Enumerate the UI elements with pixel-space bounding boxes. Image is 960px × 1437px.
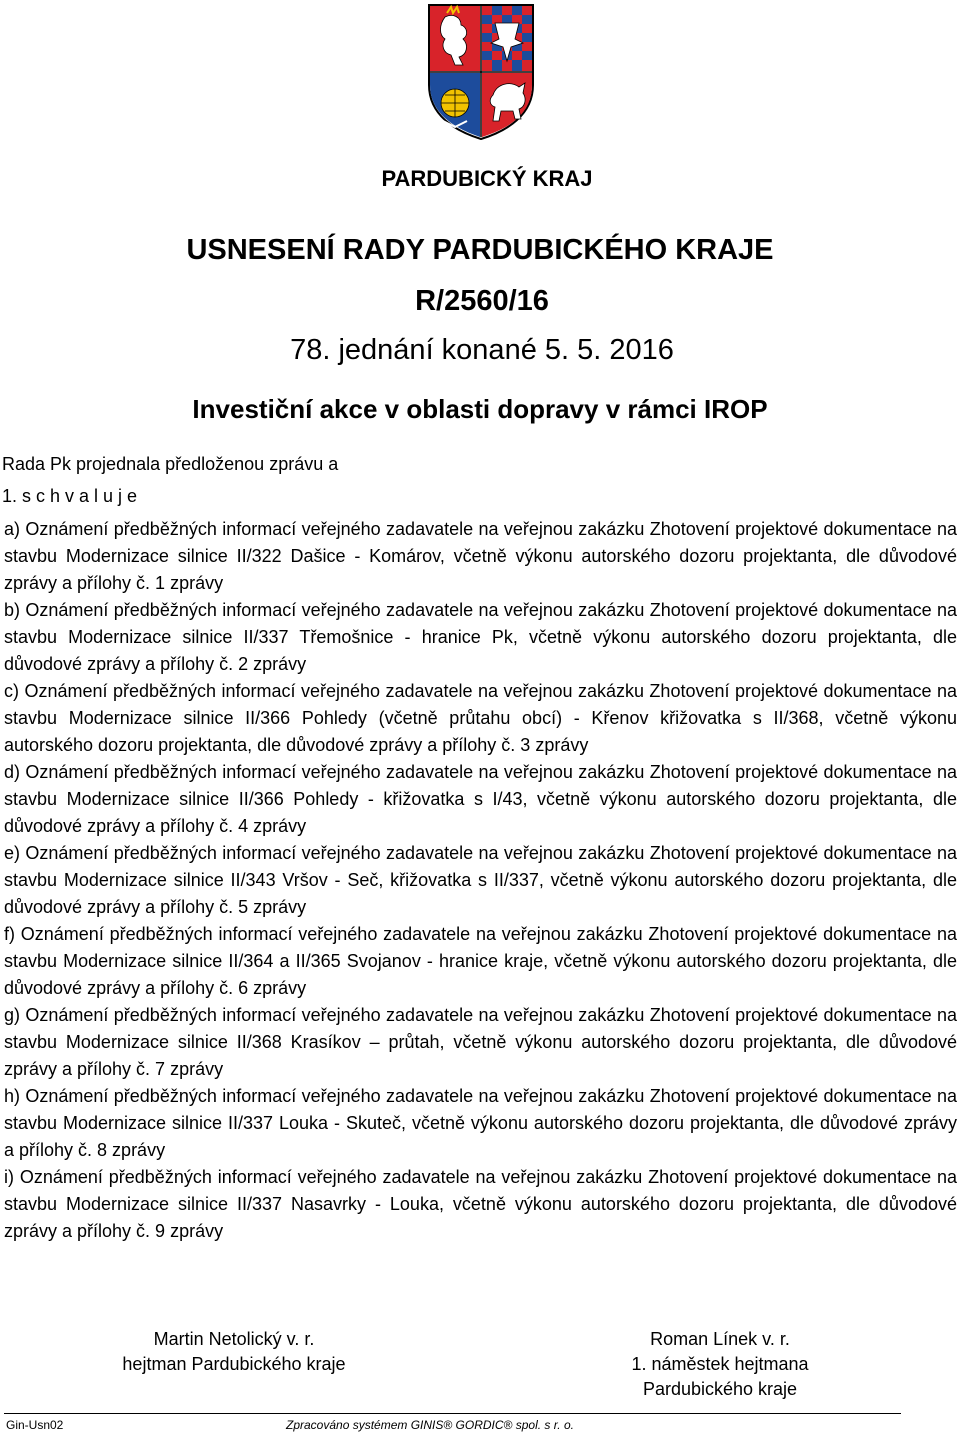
signature-left-name: Martin Netolický v. r. [153,1329,315,1349]
signature-left [84,1327,384,1377]
resolution-number: R/2560/16 [415,285,549,317]
intro-text: Rada Pk projednala předloženou zprávu a [2,454,339,474]
approved-item-a: a) Oznámení předběžných informací veřejného zadavatele na veřejnou zakázku Zhotovení projektové dokumentace na stavbu Modernizace silnice II/322 Dašice - Komárov, včetně výkonu autorského dozoru projektanta, dle důvodové zprávy a přílohy č. 1 zprávy [4,519,957,593]
approved-item-f: f) Oznámení předběžných informací veřejného zadavatele na veřejnou zakázku Zhotovení projektové dokumentace na stavbu Modernizace silnice II/364 a II/365 Svojanov - hranice kraje, včetně výkonu autorského dozoru projektanta, dle důvodové zprávy a přílohy č. 6 zprávy [4,924,957,998]
footer-code: Gin-Usn02 [6,1418,64,1432]
footer-system: Zpracováno systémem GINIS® GORDIC® spol. s r. o. [286,1418,574,1432]
approved-item-c: c) Oznámení předběžných informací veřejného zadavatele na veřejnou zakázku Zhotovení projektové dokumentace na stavbu Modernizace silnice II/366 Pohledy (včetně průtahu obcí) - Křenov křižovatka s II/368, včetně výkonu autorského dozoru projektanta, dle důvodové zprávy a přílohy č. 3 zprávy [4,681,957,755]
signature-right [590,1327,850,1402]
approved-item-d: d) Oznámení předběžných informací veřejného zadavatele na veřejnou zakázku Zhotovení projektové dokumentace na stavbu Modernizace silnice II/366 Pohledy - křižovatka s I/43, včetně výkonu autorského dozoru projektanta, dle důvodové zprávy a přílohy č. 4 zprávy [4,762,957,836]
meeting-date: 78. jednání konané 5. 5. 2016 [290,334,674,366]
document-title: USNESENÍ RADY PARDUBICKÉHO KRAJE [186,234,774,266]
approved-item-h: h) Oznámení předběžných informací veřejného zadavatele na veřejnou zakázku Zhotovení projektové dokumentace na stavbu Modernizace silnice II/337 Louka - Skuteč, včetně výkonu autorského dozoru projektanta, dle důvodové zprávy a přílohy č. 8 zprávy [4,1086,957,1160]
approved-item-g: g) Oznámení předběžných informací veřejného zadavatele na veřejnou zakázku Zhotovení projektové dokumentace na stavbu Modernizace silnice II/368 Krasíkov – průtah, včetně výkonu autorského dozoru projektanta, dle důvodové zprávy a přílohy č. 7 zprávy [4,1005,957,1079]
signature-left-role: hejtman Pardubického kraje [122,1354,346,1374]
approved-item-i: i) Oznámení předběžných informací veřejného zadavatele na veřejnou zakázku Zhotovení projektové dokumentace na stavbu Modernizace silnice II/337 Nasavrky - Louka, včetně výkonu autorského dozoru projektanta, dle důvodové zprávy a přílohy č. 9 zprávy [4,1167,957,1241]
signature-right-role-line1: 1. náměstek hejtmana [631,1354,809,1374]
resolution-subject: Investiční akce v oblasti dopravy v rámci IROP [192,394,768,424]
footer-divider [4,1413,901,1414]
signature-right-name: Roman Línek v. r. [650,1329,790,1349]
approves-heading: 1. s c h v a l u j e [2,486,138,506]
approved-item-b: b) Oznámení předběžných informací veřejného zadavatele na veřejnou zakázku Zhotovení projektové dokumentace na stavbu Modernizace silnice II/337 Třemošnice - hranice Pk, včetně výkonu autorského dozoru projektanta, dle důvodové zprávy a přílohy č. 2 zprávy [4,600,957,674]
coat-of-arms-icon [427,3,535,141]
approved-item-e: e) Oznámení předběžných informací veřejného zadavatele na veřejnou zakázku Zhotovení projektové dokumentace na stavbu Modernizace silnice II/343 Vršov - Seč, křižovatka s II/337, včetně výkonu autorského dozoru projektanta, dle důvodové zprávy a přílohy č. 5 zprávy [4,843,957,917]
region-name: PARDUBICKÝ KRAJ [381,166,593,191]
approved-items-list [4,516,957,1245]
signature-right-role-line2: Pardubického kraje [642,1379,798,1399]
